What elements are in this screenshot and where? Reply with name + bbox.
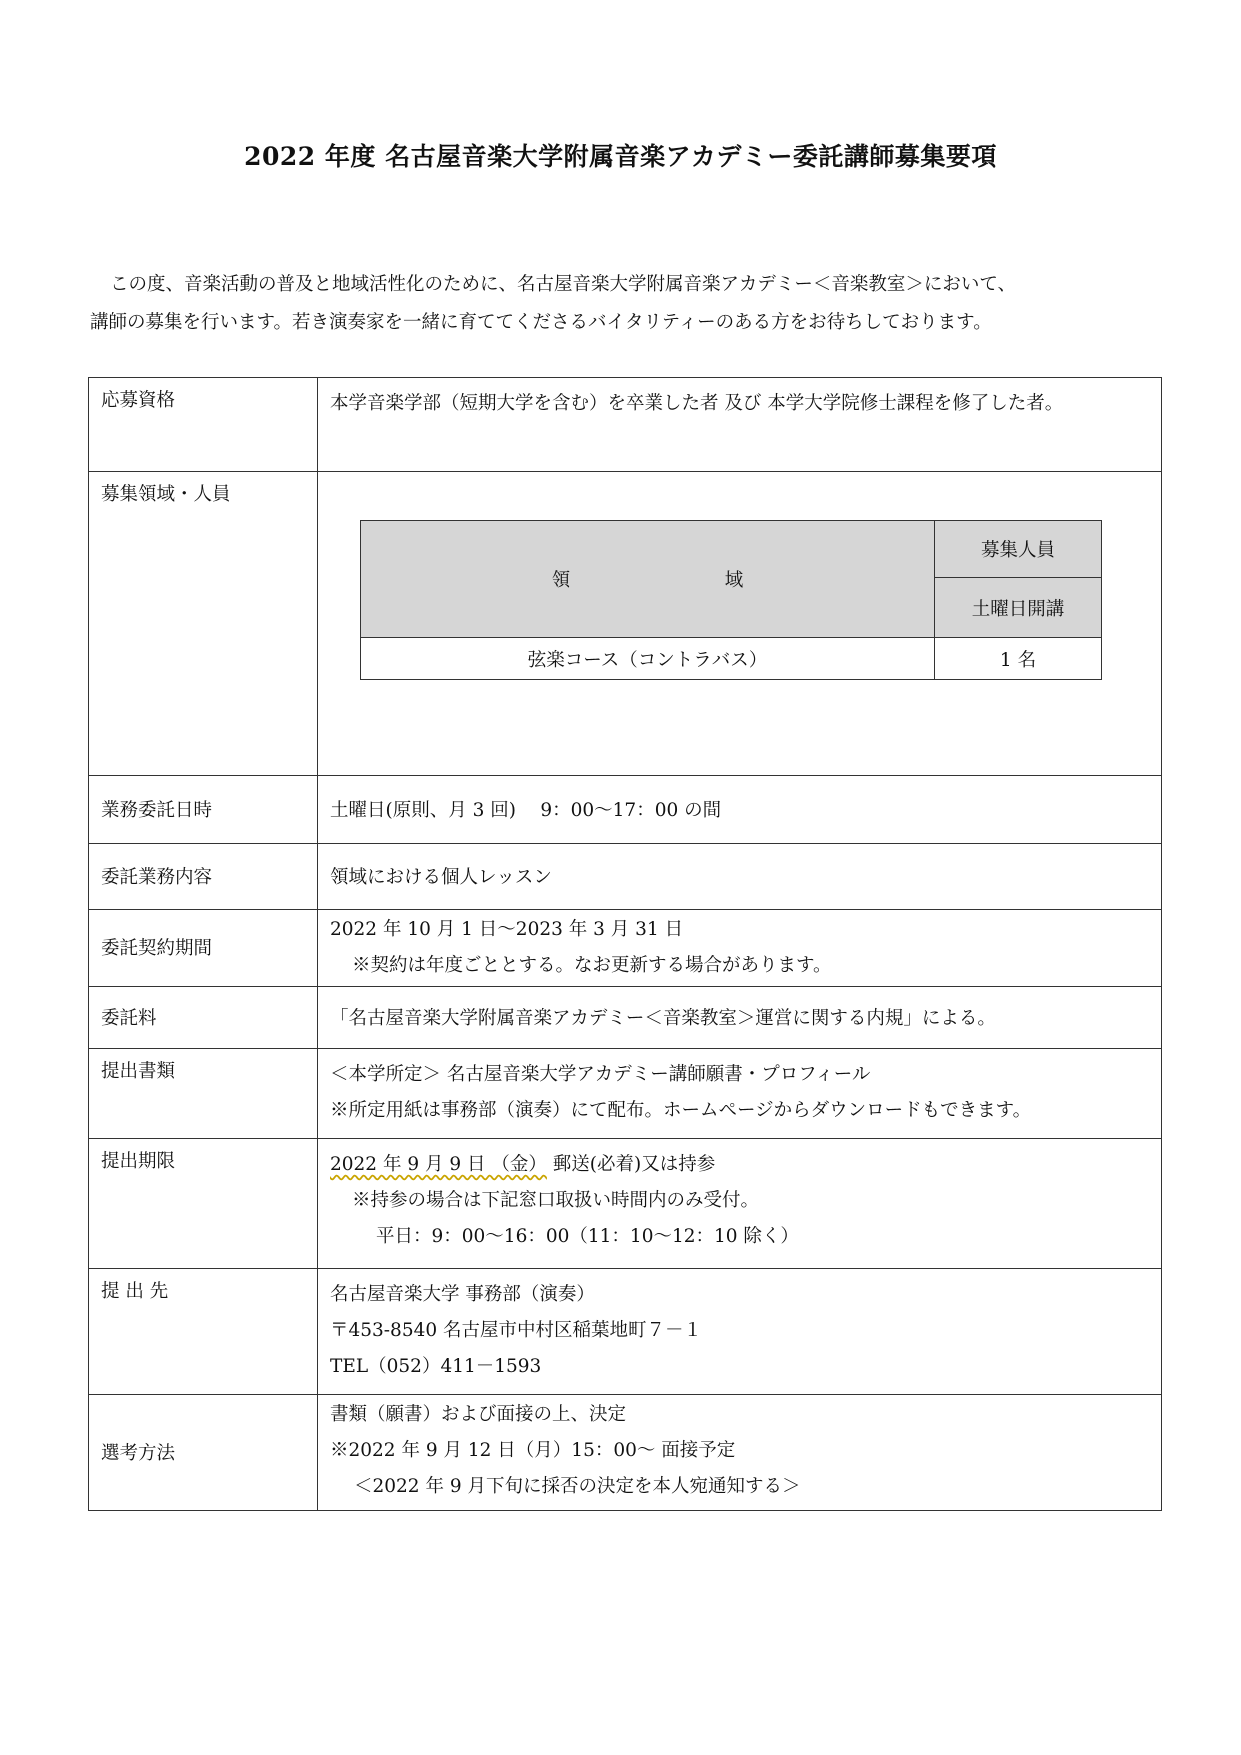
documents-line-1: ＜本学所定＞ 名古屋音楽大学アカデミー講師願書・プロフィール <box>330 1064 871 1085</box>
label-schedule: 業務委託日時 <box>101 800 213 821</box>
deadline-line-1 <box>330 1147 1149 1183</box>
content-fields <box>318 472 1162 776</box>
intro-paragraph <box>90 266 1160 342</box>
selection-line-2: ※2022 年 9 月 12 日（月）15：00～ 面接予定 <box>330 1440 736 1461</box>
label-work: 委託業務内容 <box>101 867 213 888</box>
row-deadline <box>89 1139 1162 1269</box>
fields-cell-count: 1 名 <box>935 638 1102 680</box>
period-note: ※契約は年度ごととする。なお更新する場合があります。 <box>352 955 832 976</box>
label-destination: 提 出 先 <box>89 1269 318 1395</box>
fields-header-saturday: 土曜日開講 <box>935 578 1102 638</box>
deadline-date: 2022 年 9 月 9 日 （金） <box>330 1154 547 1175</box>
selection-line-1: 書類（願書）および面接の上、決定 <box>330 1404 627 1425</box>
row-schedule <box>89 776 1162 844</box>
fee-text: 「名古屋音楽大学附属音楽アカデミー＜音楽教室＞運営に関する内規」による。 <box>330 1008 996 1029</box>
row-work <box>89 844 1162 910</box>
destination-address: 〒453-8540 名古屋市中村区稲葉地町７－１ <box>330 1320 703 1341</box>
fields-header-count: 募集人員 <box>935 521 1102 578</box>
deadline-method: 郵送(必着)又は持参 <box>546 1154 716 1175</box>
fields-cell-course: 弦楽コース（コントラバス） <box>361 638 935 680</box>
label-deadline: 提出期限 <box>89 1139 318 1269</box>
label-qualification: 応募資格 <box>89 378 318 472</box>
schedule-text: 土曜日(原則、月 3 回) 9：00～17：00 の間 <box>330 800 722 821</box>
deadline-hours: 平日：9：00～16：00（11：10～12：10 除く） <box>376 1226 799 1247</box>
fields-table <box>360 520 1102 680</box>
label-fields: 募集領域・人員 <box>89 472 318 776</box>
destination-name: 名古屋音楽大学 事務部（演奏） <box>330 1284 595 1305</box>
selection-line-3: ＜2022 年 9 月下旬に採否の決定を本人宛通知する＞ <box>354 1476 801 1497</box>
label-documents: 提出書類 <box>89 1049 318 1139</box>
label-selection: 選考方法 <box>101 1443 176 1464</box>
destination-phone: TEL（052）411－1593 <box>330 1356 542 1377</box>
label-period: 委託契約期間 <box>101 938 213 959</box>
row-fee <box>89 987 1162 1049</box>
content-qualification <box>318 378 1162 472</box>
page-title: 2022 年度 名古屋音楽大学附属音楽アカデミー委託講師募集要項 <box>244 142 997 171</box>
label-fee: 委託料 <box>101 1008 157 1029</box>
row-period <box>89 910 1162 987</box>
row-documents <box>89 1049 1162 1139</box>
recruitment-table <box>88 377 1162 1511</box>
intro-line-2: 講師の募集を行います。若き演奏家を一緒に育ててくださるバイタリティーのある方をお待ちしております。 <box>90 312 992 333</box>
row-destination <box>89 1269 1162 1395</box>
row-fields <box>89 472 1162 776</box>
qualification-text: 本学音楽学部（短期大学を含む）を卒業した者 及び 本学大学院修士課程を修了した者。 <box>330 393 1064 414</box>
row-selection <box>89 1395 1162 1511</box>
fields-header-field: 領 域 <box>361 521 935 638</box>
period-dates: 2022 年 10 月 1 日～2023 年 3 月 31 日 <box>330 919 684 940</box>
documents-line-2: ※所定用紙は事務部（演奏）にて配布。ホームページからダウンロードもできます。 <box>330 1100 1032 1121</box>
row-qualification <box>89 378 1162 472</box>
intro-line-1: この度、音楽活動の普及と地域活性化のために、名古屋音楽大学附属音楽アカデミー＜音楽教室＞において、 <box>110 274 1016 295</box>
deadline-note: ※持参の場合は下記窓口取扱い時間内のみ受付。 <box>352 1190 760 1211</box>
work-text: 領域における個人レッスン <box>330 867 552 888</box>
